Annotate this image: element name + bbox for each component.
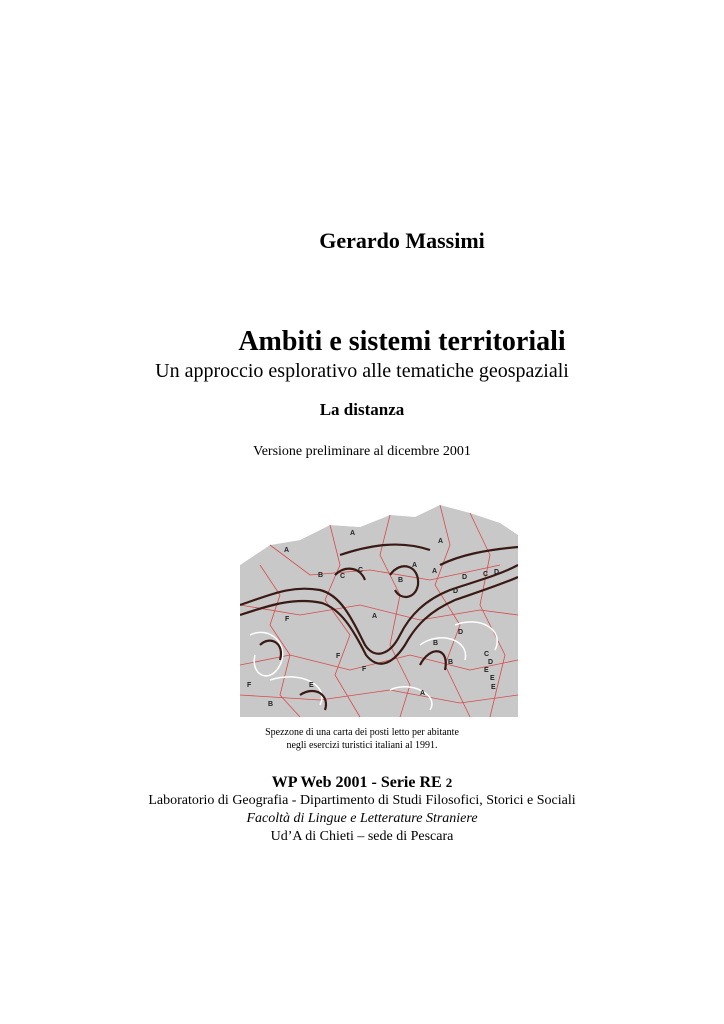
map-letter-18: C	[484, 651, 490, 658]
series-label: WP Web 2001 - Serie RE	[271, 774, 442, 791]
faculty-line: Facoltà di Lingue e Letterature Straniere	[246, 811, 478, 826]
map-letter-24: B	[448, 659, 454, 666]
map-letter-2: A	[438, 538, 444, 545]
map-letter-22: E	[491, 684, 496, 691]
map-letter-7: B	[398, 577, 404, 584]
map-letter-27: B	[433, 640, 439, 647]
version-note: Versione preliminare al dicembre 2001	[253, 444, 471, 459]
map-letter-14: A	[372, 613, 378, 620]
map-letter-4: C	[340, 573, 346, 580]
map-letter-0: A	[284, 547, 290, 554]
map-letter-6: A	[412, 562, 418, 569]
map-letter-11: D	[494, 569, 500, 576]
map-letter-26: F	[247, 682, 252, 689]
document-title: Ambiti e sistemi territoriali	[238, 326, 566, 357]
map-letter-19: D	[488, 659, 494, 666]
map-letter-15: F	[336, 653, 341, 660]
author-name: Gerardo Massimi	[319, 228, 485, 253]
map-figure	[240, 505, 518, 717]
figure-caption-line2: negli esercizi turistici italiani al 1991.	[286, 740, 438, 751]
map-letter-21: E	[490, 675, 495, 682]
map-letter-9: D	[462, 574, 468, 581]
section-title: La distanza	[319, 400, 405, 419]
map-letter-10: C	[483, 571, 489, 578]
map-letter-12: D	[453, 588, 459, 595]
map-letter-16: F	[362, 666, 367, 673]
map-letter-5: C	[358, 567, 364, 574]
laboratory-line: Laboratorio di Geografia - Dipartimento di Studi Filosofici, Storici e Sociali	[148, 793, 576, 808]
map-letter-13: F	[285, 616, 290, 623]
map-letter-17: B	[268, 701, 274, 708]
map-letter-20: E	[484, 667, 489, 674]
map-letter-28: D	[458, 629, 464, 636]
series-heading	[0, 774, 724, 792]
map-letter-25: E	[309, 682, 314, 689]
university-line: Ud’A di Chieti – sede di Pescara	[270, 829, 454, 844]
document-subtitle: Un approccio esplorativo alle tematiche geospaziali	[155, 360, 569, 382]
map-letter-23: A	[420, 690, 426, 697]
map-letter-8: A	[432, 568, 438, 575]
map-letter-1: A	[350, 530, 356, 537]
map-letter-3: B	[318, 572, 324, 579]
figure-caption-line1: Spezzone di una carta dei posti letto per abitante	[265, 727, 459, 738]
series-number: 2	[445, 775, 453, 790]
